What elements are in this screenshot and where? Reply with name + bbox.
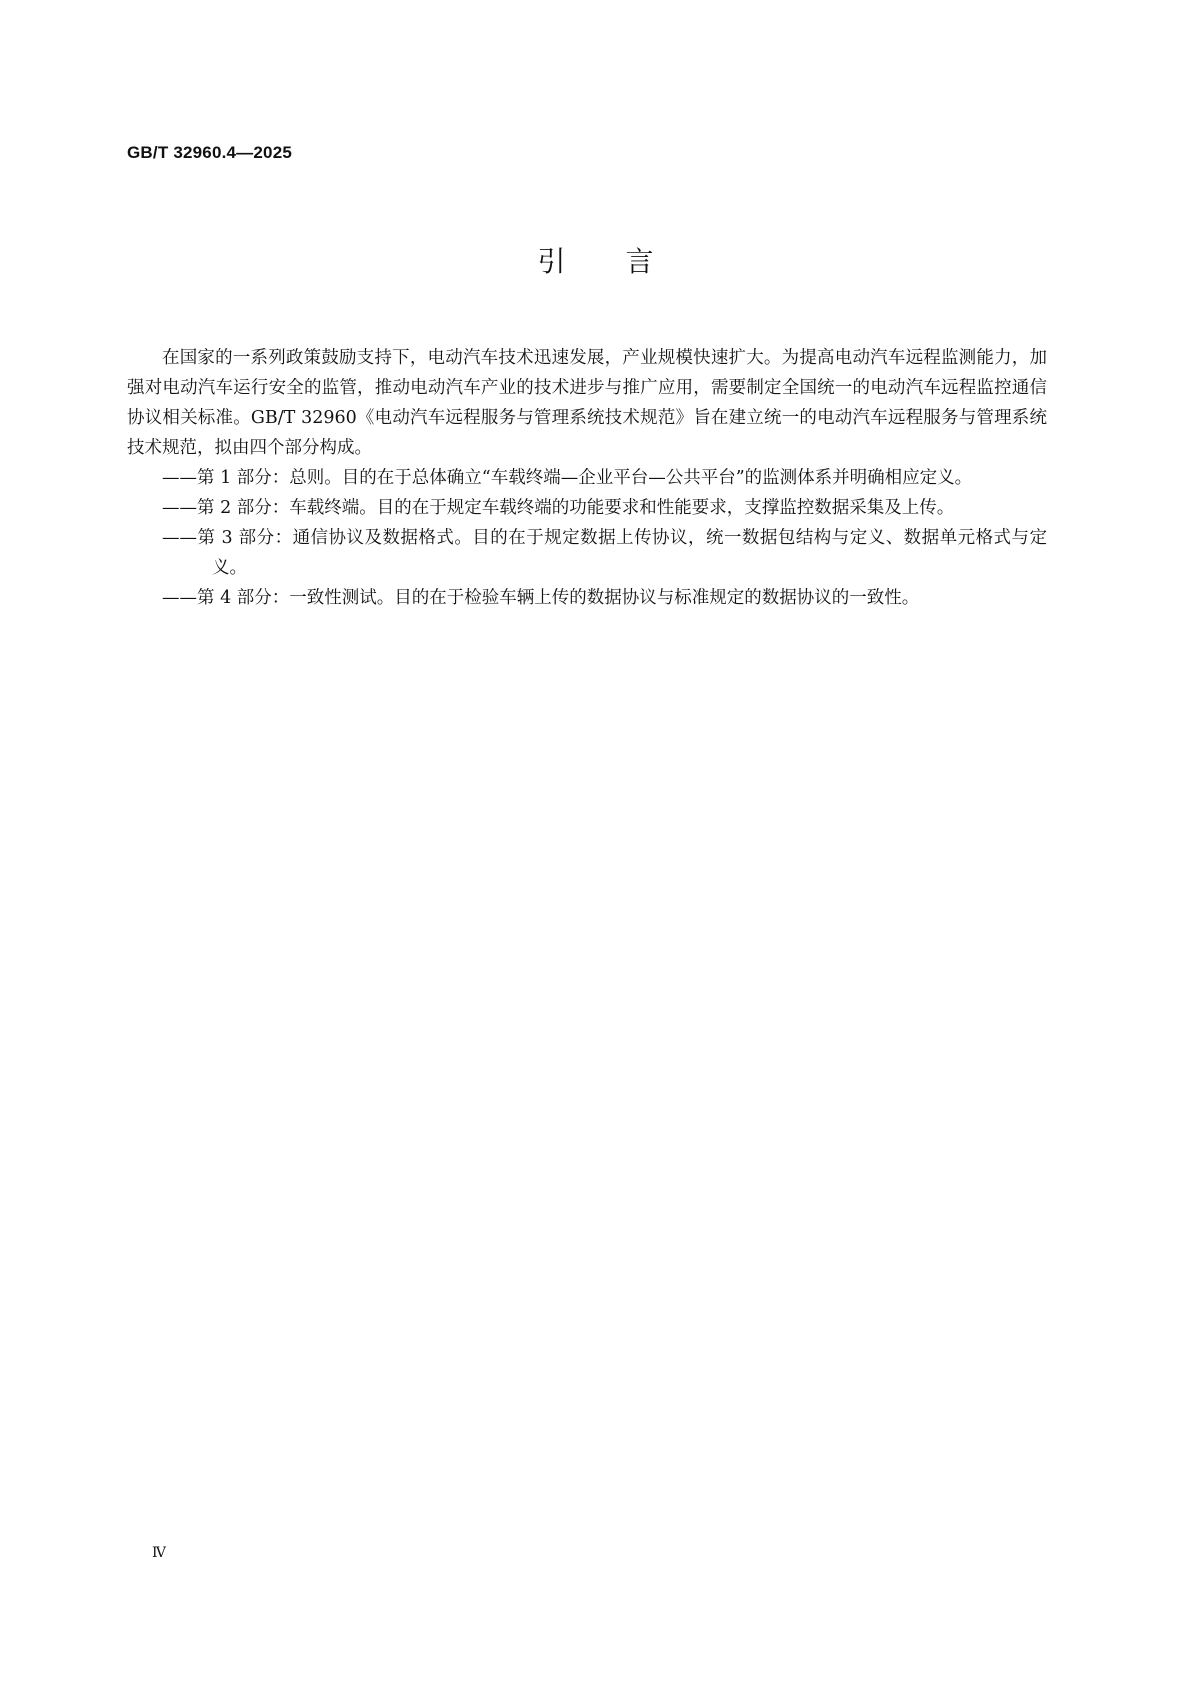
page-title: 引言 — [537, 245, 714, 278]
list-item-part-4: ——第 4 部分：一致性测试。目的在于检验车辆上传的数据协议与标准规定的数据协议的一致性。 — [162, 588, 920, 608]
parts-list — [127, 463, 1047, 613]
intro-paragraph: 在国家的一系列政策鼓励支持下，电动汽车技术迅速发展，产业规模快速扩大。为提高电动汽车远程监测能力，加强对电动汽车运行安全的监管，推动电动汽车产业的技术进步与推广应用，需要制定全国统一的电动汽车远程监控通信协议相关标准。GB/T 32960《电动汽车远程服务与管理系统技术规范》旨在建立统一的电动汽车远程服务与管理系统技术规范，拟由四个部分构成。 — [127, 348, 1047, 458]
list-item-part-2: ——第 2 部分：车载终端。目的在于规定车载终端的功能要求和性能要求，支撑监控数据采集及上传。 — [162, 498, 955, 518]
document-number: GB/T 32960.4—2025 — [127, 143, 292, 162]
introduction-body — [127, 343, 1047, 613]
list-item-part-1: ——第 1 部分：总则。目的在于总体确立“车载终端—企业平台—公共平台”的监测体系并明确相应定义。 — [162, 468, 973, 488]
list-item-part-3: ——第 3 部分：通信协议及数据格式。目的在于规定数据上传协议，统一数据包结构与定义、数据单元格式与定义。 — [162, 528, 1047, 578]
page-number: Ⅳ — [152, 1545, 166, 1561]
